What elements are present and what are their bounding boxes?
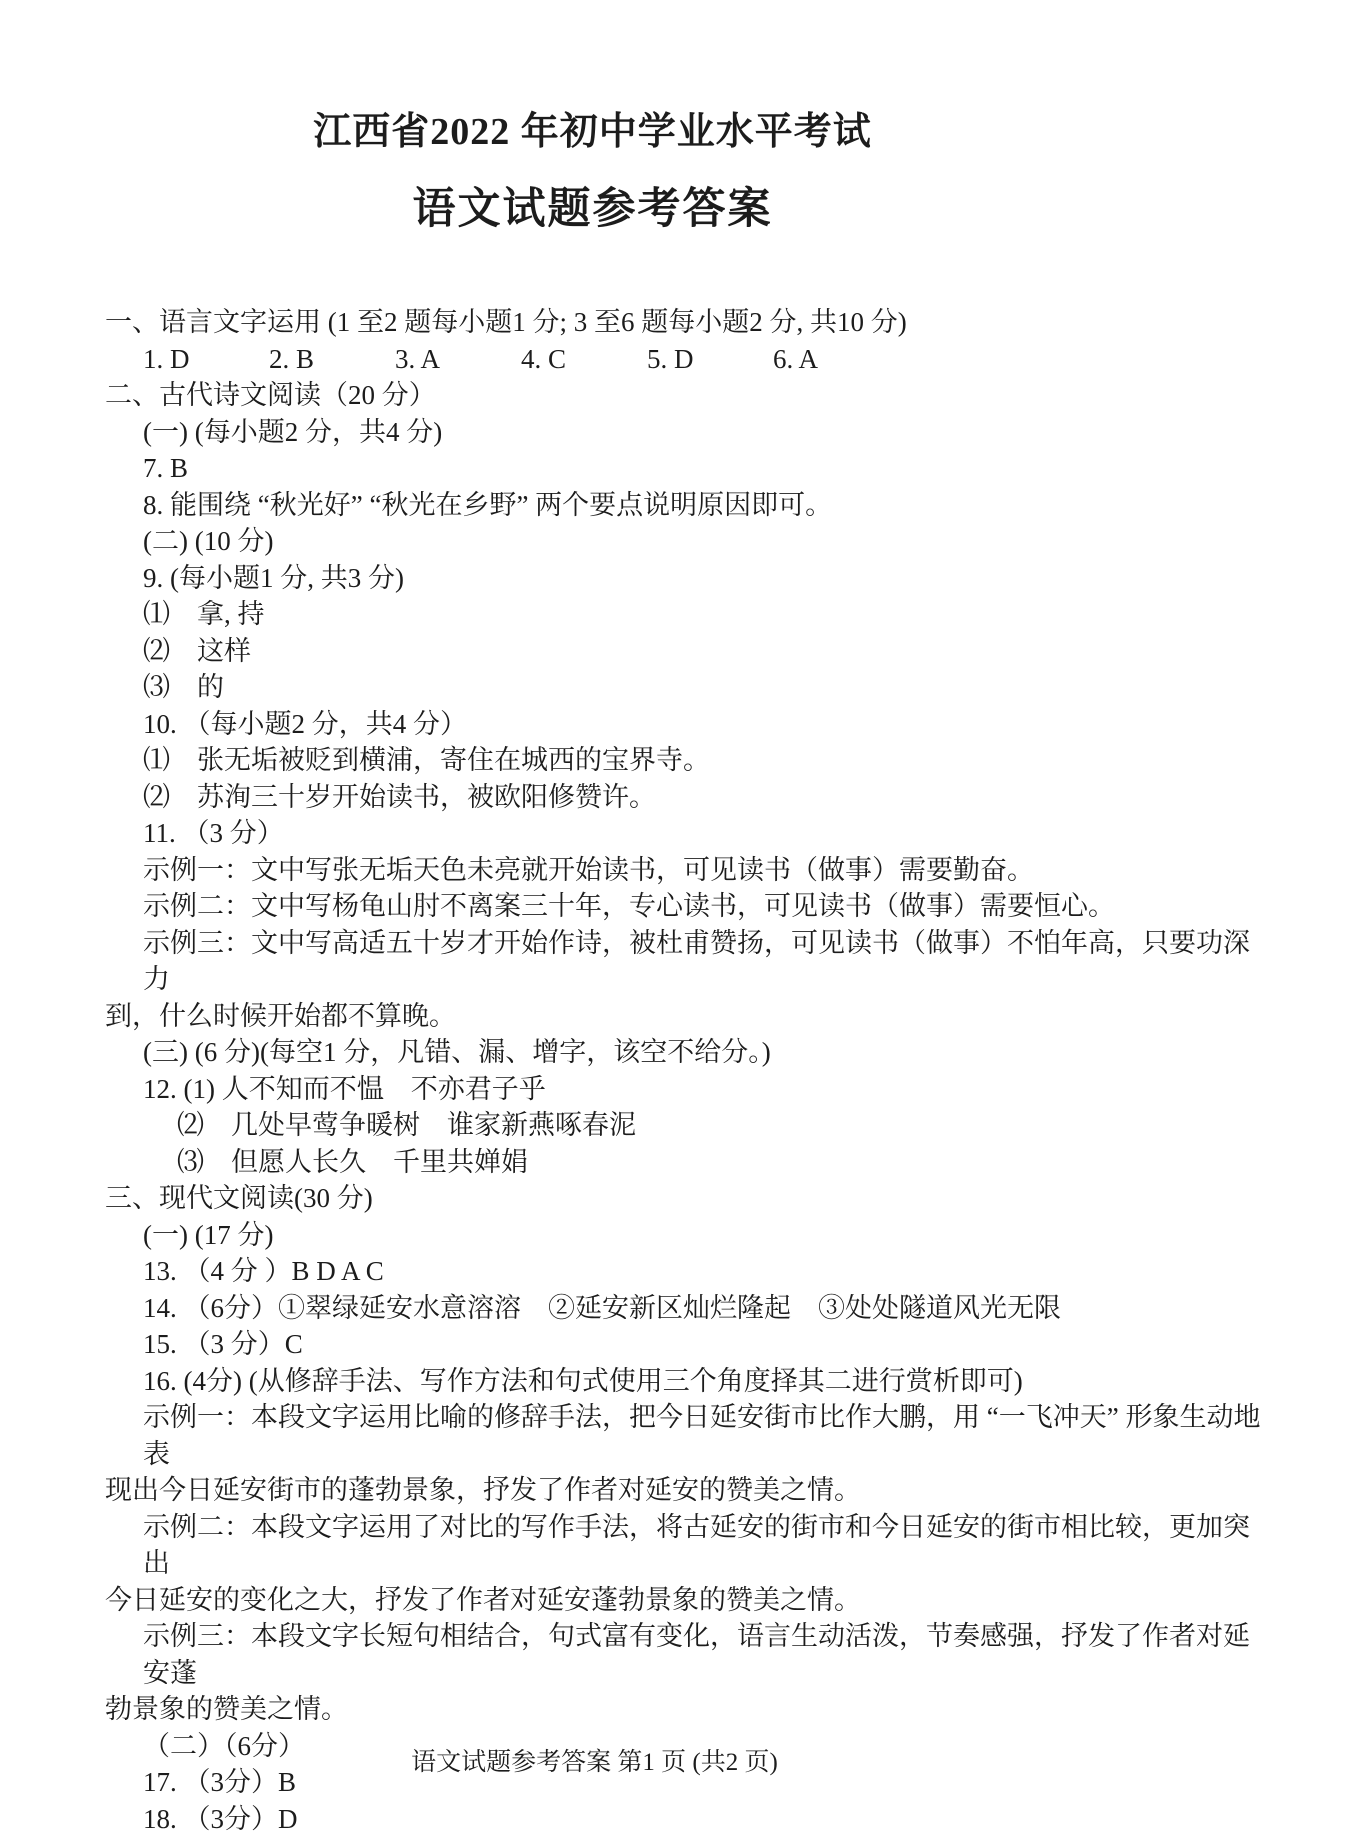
text-line: ⑶ 但愿人长久 千里共婵娟 [105,1144,1275,1181]
exam-subtitle: 语文试题参考答案 [0,175,1185,236]
text-line: 13. （4 分 ）B D A C [105,1253,1275,1290]
text-line: 今日延安的变化之大，抒发了作者对延安蓬勃景象的赞美之情。 [105,1582,1275,1619]
answer-choice: 6. A [773,341,899,378]
text-line: (三) (6 分)(每空1 分，凡错、漏、增字，该空不给分。) [105,1034,1275,1071]
answers-row [105,341,1275,378]
text-line: 示例一：文中写张无垢天色未亮就开始读书，可见读书（做事）需要勤奋。 [105,852,1275,889]
text-line: 12. (1) 人不知而不愠 不亦君子乎 [105,1071,1275,1108]
text-line: 15. （3 分）C [105,1326,1275,1363]
text-line: (一) (17 分) [105,1217,1275,1254]
text-line: 三、现代文阅读(30 分) [105,1180,1275,1217]
text-line: 11. （3 分） [105,815,1275,852]
text-line: 示例二：本段文字运用了对比的写作手法，将古延安的街市和今日延安的街市相比较，更加突出 [105,1509,1275,1582]
text-line: 8. 能围绕 “秋光好” “秋光在乡野” 两个要点说明原因即可。 [105,487,1275,524]
text-line: 示例二：文中写杨龟山肘不离案三十年，专心读书，可见读书（做事）需要恒心。 [105,888,1275,925]
document-lines [105,304,1275,1837]
text-line: （二）（6分） [105,1728,1275,1765]
text-line: 二、古代诗文阅读（20 分） [105,377,1275,414]
text-line: 示例一：本段文字运用比喻的修辞手法，把今日延安街市比作大鹏，用 “一飞冲天” 形象生动地表 [105,1399,1275,1472]
text-line: 10. （每小题2 分，共4 分） [105,706,1275,743]
text-line: 现出今日延安街市的蓬勃景象，抒发了作者对延安的赞美之情。 [105,1472,1275,1509]
text-line: 16. (4分) (从修辞手法、写作方法和句式使用三个角度择其二进行赏析即可) [105,1363,1275,1400]
answer-choice: 5. D [647,341,773,378]
text-line: ⑴ 拿, 持 [105,596,1275,633]
answer-choice: 4. C [521,341,647,378]
text-line: ⑵ 这样 [105,633,1275,670]
title-block [0,100,1369,236]
text-line: (二) (10 分) [105,523,1275,560]
text-line: ⑶ 的 [105,669,1275,706]
text-line: 18. （3分）D [105,1801,1275,1837]
answer-choice: 2. B [269,341,395,378]
text-line: 勃景象的赞美之情。 [105,1691,1275,1728]
text-line: 到，什么时候开始都不算晚。 [105,998,1275,1035]
text-line: 9. (每小题1 分, 共3 分) [105,560,1275,597]
page-footer: 语文试题参考答案 第1 页 (共2 页) [0,1742,1369,1778]
answer-choice: 3. A [395,341,521,378]
text-line: ⑵ 苏洵三十岁开始读书，被欧阳修赞许。 [105,779,1275,816]
text-line: 示例三：文中写高适五十岁才开始作诗，被杜甫赞扬，可见读书（做事）不怕年高，只要功深力 [105,925,1275,998]
text-line: 17. （3分）B [105,1764,1275,1801]
text-line: 14. （6分）①翠绿延安水意溶溶 ②延安新区灿烂隆起 ③处处隧道风光无限 [105,1290,1275,1327]
text-line: ⑴ 张无垢被贬到横浦，寄住在城西的宝界寺。 [105,742,1275,779]
text-line: (一) (每小题2 分，共4 分) [105,414,1275,451]
text-line: 示例三：本段文字长短句相结合，句式富有变化，语言生动活泼，节奏感强，抒发了作者对延安蓬 [105,1618,1275,1691]
exam-title: 江西省2022 年初中学业水平考试 [0,100,1185,155]
text-line: 7. B [105,450,1275,487]
answer-choice: 1. D [143,341,269,378]
text-line: 一、语言文字运用 (1 至2 题每小题1 分; 3 至6 题每小题2 分, 共10 分) [105,304,1275,341]
text-line: ⑵ 几处早莺争暖树 谁家新燕啄春泥 [105,1107,1275,1144]
